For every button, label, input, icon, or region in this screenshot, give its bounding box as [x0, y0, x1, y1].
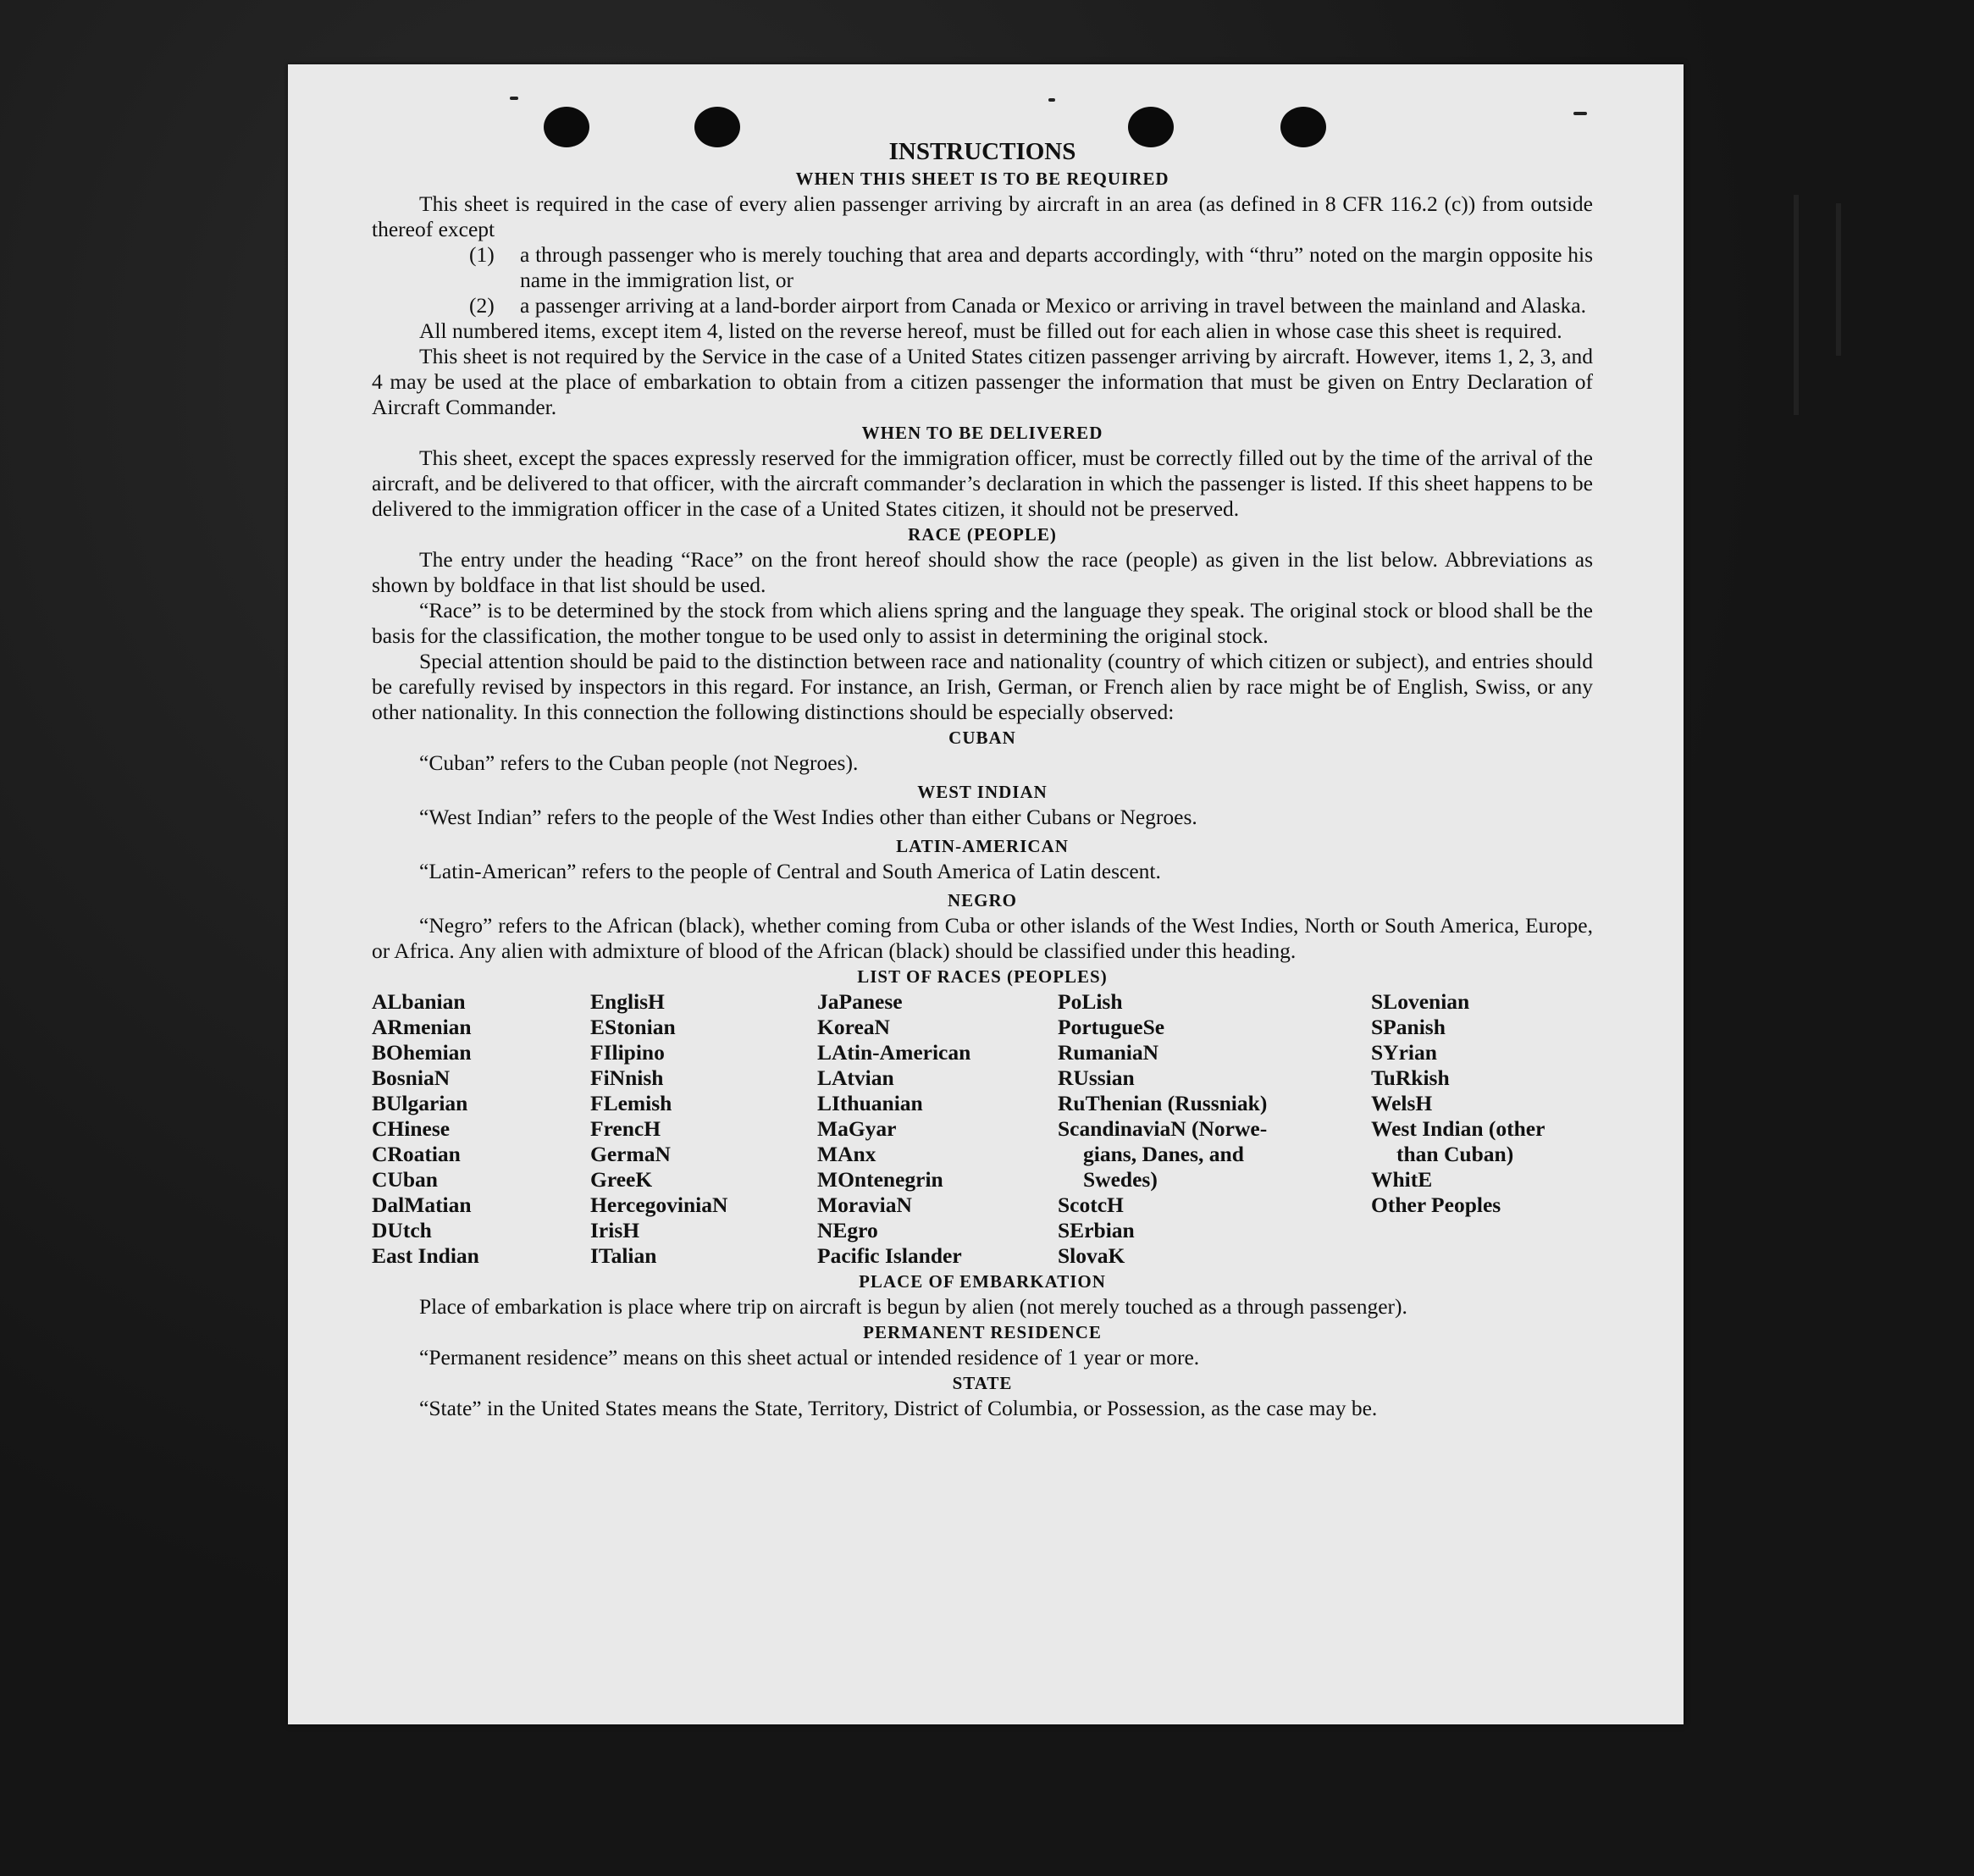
item-text: a passenger arriving at a land-border airport from Canada or Mexico or arriving in travel between the mainland and Alaska.: [520, 293, 1586, 318]
race-list-item: SlovaK: [1058, 1243, 1125, 1268]
race-list-item: ITalian: [590, 1243, 657, 1268]
section-heading-race-list: LIST OF RACES (PEOPLES): [857, 966, 1108, 987]
race-list-item: EStonian: [590, 1015, 676, 1039]
section-heading-residence: PERMANENT RESIDENCE: [863, 1322, 1102, 1342]
residence-para: “Permanent residence” means on this sheet actual or intended residence of 1 year or more.: [419, 1345, 1200, 1370]
race-list-item: RumaniaN: [1058, 1040, 1159, 1065]
negro-para: “Negro” refers to the African (black), whether coming from Cuba or other islands of the West Indies, North or South America, Europe, or Africa. Any alien with admixture of blood of the African (black) should be classified under this heading.: [372, 913, 1593, 963]
section-heading-negro: NEGRO: [947, 890, 1017, 910]
race-list-item: LIthuanian: [817, 1091, 923, 1115]
race-list-item: PortugueSe: [1058, 1015, 1165, 1039]
item-number: (2): [469, 293, 495, 318]
race-list-item: FiNnish: [590, 1065, 664, 1090]
section-heading-race: RACE (PEOPLE): [908, 524, 1057, 545]
race-list-item: LAtin-American: [817, 1040, 971, 1065]
race-list-item: MaGyar: [817, 1116, 897, 1141]
race-list-item: NEgro: [817, 1218, 878, 1242]
race-list-column-4: [1058, 989, 1371, 1269]
race-list-item: ScotcH: [1058, 1193, 1124, 1217]
exception-item-2: [372, 293, 1593, 318]
race-list-item: GermaN: [590, 1142, 671, 1166]
race-list-item: SPanish: [1371, 1015, 1446, 1039]
race-list-item: BUlgarian: [372, 1091, 468, 1115]
race-list-item: ScandinaviaN (Norwe-: [1058, 1116, 1268, 1141]
race-list-item: HercegoviniaN: [590, 1193, 728, 1217]
race-list-item: MoraviaN: [817, 1193, 912, 1217]
race-list-item: MOntenegrin: [817, 1167, 943, 1192]
instructions-content: [372, 137, 1593, 1421]
race-list-item: TuRkish: [1371, 1065, 1450, 1090]
scan-streak: [1836, 203, 1841, 356]
section-heading-latin-american: LATIN-AMERICAN: [896, 836, 1069, 856]
scan-streak: [1794, 195, 1799, 415]
item-number: (1): [469, 242, 495, 267]
race-list-item: Pacific Islander: [817, 1243, 962, 1268]
section-heading-state: STATE: [952, 1373, 1013, 1393]
race-para-2: “Race” is to be determined by the stock from which aliens spring and the language they speak. The original stock or blood shall be the basis for the classification, the mother tongue to be used only to assist in determining the original stock.: [372, 598, 1593, 648]
race-list-column-5: [1371, 989, 1593, 1269]
race-list-item: DalMatian: [372, 1193, 472, 1217]
race-list-item: West Indian (other: [1371, 1116, 1545, 1141]
west-indian-para: “West Indian” refers to the people of the West Indies other than either Cubans or Negroes.: [419, 805, 1197, 829]
race-list-item: CHinese: [372, 1116, 451, 1141]
race-list-item: ALbanian: [372, 989, 466, 1014]
race-list-item: JaPanese: [817, 989, 903, 1014]
required-para-2: All numbered items, except item 4, listed on the reverse hereof, must be filled out for each alien in whose case this sheet is required.: [419, 318, 1562, 343]
race-list-item: FLemish: [590, 1091, 672, 1115]
speck: [510, 97, 518, 100]
race-list-item: SErbian: [1058, 1218, 1135, 1242]
race-list-item: DUtch: [372, 1218, 432, 1242]
speck: [1048, 98, 1055, 102]
race-list-item: Swedes): [1083, 1167, 1158, 1192]
section-heading-required: WHEN THIS SHEET IS TO BE REQUIRED: [795, 169, 1169, 189]
race-list-item: ARmenian: [372, 1015, 472, 1039]
race-list-column-3: [817, 989, 1058, 1269]
state-para: “State” in the United States means the State, Territory, District of Columbia, or Possession, as the case may be.: [419, 1396, 1378, 1420]
race-para-1: The entry under the heading “Race” on the front hereof should show the race (people) as given in the list below. Abbreviations as shown by boldface in that list should be used.: [372, 547, 1593, 597]
required-intro: This sheet is required in the case of every alien passenger arriving by aircraft in an area (as defined in 8 CFR 116.2 (c)) from outside thereof except: [372, 191, 1593, 241]
race-list-item: Other Peoples: [1371, 1193, 1501, 1217]
race-list-item: IrisH: [590, 1218, 640, 1242]
race-list-item: KoreaN: [817, 1015, 890, 1039]
race-list-item: SYrian: [1371, 1040, 1437, 1065]
section-heading-cuban: CUBAN: [948, 728, 1016, 748]
section-heading-embarkation: PLACE OF EMBARKATION: [859, 1271, 1106, 1292]
race-list-item: than Cuban): [1396, 1142, 1514, 1166]
page-title: INSTRUCTIONS: [888, 138, 1076, 165]
embarkation-para: Place of embarkation is place where trip on aircraft is begun by alien (not merely touched as a through passenger).: [419, 1294, 1407, 1319]
race-list-item: BOhemian: [372, 1040, 472, 1065]
race-list: [372, 989, 1593, 1269]
race-list-item: CUban: [372, 1167, 438, 1192]
exception-item-1: [372, 242, 1593, 293]
section-heading-delivered: WHEN TO BE DELIVERED: [861, 423, 1103, 443]
required-para-3: This sheet is not required by the Service in the case of a United States citizen passenger arriving by aircraft. However, items 1, 2, 3, and 4 may be used at the place of embarkation to obtain from a citizen passenger the information that must be given on Entry Declaration of Aircraft Commander.: [372, 344, 1593, 419]
cuban-para: “Cuban” refers to the Cuban people (not Negroes).: [419, 750, 859, 775]
race-list-item: gians, Danes, and: [1083, 1142, 1244, 1166]
race-list-item: FrencH: [590, 1116, 661, 1141]
item-text: a through passenger who is merely touching that area and departs accordingly, with “thru” noted on the margin opposite his name in the immigration list, or: [520, 242, 1593, 292]
race-list-item: SLovenian: [1371, 989, 1470, 1014]
delivered-para: This sheet, except the spaces expressly reserved for the immigration officer, must be correctly filled out by the time of the arrival of the aircraft, and be delivered to that officer, with the aircraft commander’s declaration in which the passenger is listed. If this sheet happens to be delivered to the immigration officer in the case of a United States citizen, it should not be preserved.: [372, 445, 1593, 521]
race-list-column-2: [590, 989, 817, 1269]
race-list-item: BosniaN: [372, 1065, 451, 1090]
race-list-item: MAnx: [817, 1142, 876, 1166]
race-list-item: FIlipino: [590, 1040, 665, 1065]
race-list-column-1: [372, 989, 590, 1269]
race-list-item: WelsH: [1371, 1091, 1433, 1115]
race-list-item: RUssian: [1058, 1065, 1135, 1090]
race-list-item: GreeK: [590, 1167, 653, 1192]
race-list-item: EnglisH: [590, 989, 665, 1014]
race-list-item: East Indian: [372, 1243, 479, 1268]
document-page: [288, 64, 1684, 1724]
race-list-item: CRoatian: [372, 1142, 461, 1166]
race-list-item: WhitE: [1371, 1167, 1433, 1192]
speck: [1573, 112, 1587, 115]
race-list-item: PoLish: [1058, 989, 1123, 1014]
latin-american-para: “Latin-American” refers to the people of Central and South America of Latin descent.: [419, 859, 1161, 883]
race-list-item: LAtvian: [817, 1065, 894, 1090]
section-heading-west-indian: WEST INDIAN: [917, 782, 1048, 802]
race-list-item: RuThenian (Russniak): [1058, 1091, 1268, 1115]
race-para-3: Special attention should be paid to the distinction between race and nationality (country of which citizen or subject), and entries should be carefully revised by inspectors in this regard. For instance, an Irish, German, or French alien by race might be of English, Swiss, or any other nationality. In this connection the following distinctions should be especially observed:: [372, 649, 1593, 724]
